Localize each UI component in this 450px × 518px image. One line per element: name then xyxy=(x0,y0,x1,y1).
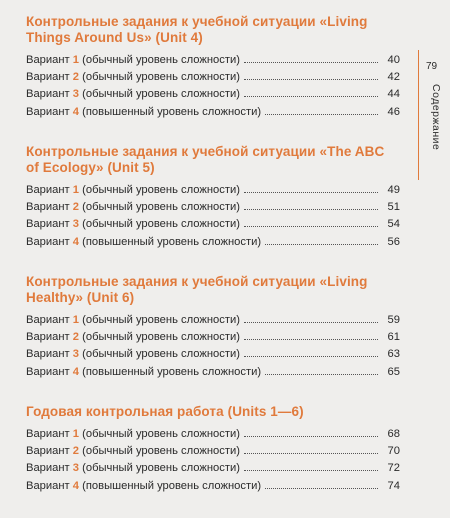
entry-level: (обычный уровень сложности) xyxy=(79,218,240,231)
variant-number: 4 xyxy=(72,235,80,248)
entry-level: (обычный уровень сложности) xyxy=(79,54,240,66)
page-ref: 74 xyxy=(387,479,400,492)
variant-number: 3 xyxy=(72,218,80,231)
entry-prefix: Вариант xyxy=(26,105,73,118)
section-title: Контрольные задания к учебной ситуации «The ABC of Ecology» (Unit 5) xyxy=(26,144,385,176)
dot-leader xyxy=(244,436,378,437)
toc-entry[interactable] xyxy=(26,478,400,494)
toc-section-unit-4 xyxy=(26,14,400,120)
side-margin xyxy=(412,0,450,491)
page-ref: 54 xyxy=(387,218,400,231)
page-ref: 44 xyxy=(387,88,400,101)
variant-number: 3 xyxy=(72,348,80,361)
entry-level: (обычный уровень сложности) xyxy=(79,71,240,84)
entry-prefix: Вариант xyxy=(26,235,73,248)
dot-leader xyxy=(244,322,378,323)
dot-leader xyxy=(265,244,378,245)
entry-prefix: Вариант xyxy=(26,54,73,66)
toc-entry[interactable] xyxy=(26,346,400,362)
variant-number: 1 xyxy=(72,54,80,66)
entry-prefix: Вариант xyxy=(26,479,73,492)
page-ref: 56 xyxy=(387,235,400,248)
entry-level: (повышенный уровень сложности) xyxy=(79,365,262,378)
dot-leader xyxy=(244,79,378,80)
toc-entry[interactable] xyxy=(26,312,400,328)
toc-entry[interactable] xyxy=(26,52,400,68)
margin-rule xyxy=(418,50,419,180)
variant-number: 2 xyxy=(72,71,80,84)
page-ref: 42 xyxy=(387,71,400,84)
variant-number: 1 xyxy=(72,184,80,197)
toc-entry[interactable] xyxy=(26,460,400,476)
toc-entry[interactable] xyxy=(26,443,400,459)
dot-leader xyxy=(265,114,378,115)
entry-level: (обычный уровень сложности) xyxy=(79,348,240,361)
variant-number: 3 xyxy=(72,462,80,475)
dot-leader xyxy=(244,209,378,210)
toc-entry[interactable] xyxy=(26,69,400,85)
entry-level: (повышенный уровень сложности) xyxy=(79,105,262,118)
page-ref: 49 xyxy=(387,184,400,197)
section-title: Контрольные задания к учебной ситуации «Living Healthy» (Unit 6) xyxy=(26,274,368,306)
dot-leader xyxy=(244,62,378,63)
page-number: 79 xyxy=(426,61,438,72)
entry-level: (повышенный уровень сложности) xyxy=(79,235,262,248)
variant-number: 4 xyxy=(72,479,80,492)
entry-level: (обычный уровень сложности) xyxy=(79,331,240,344)
toc-entry[interactable] xyxy=(26,182,400,198)
entry-level: (обычный уровень сложности) xyxy=(79,184,240,197)
entry-level: (обычный уровень сложности) xyxy=(79,201,240,214)
section-title: Годовая контрольная работа (Units 1—6) xyxy=(26,404,304,420)
entry-prefix: Вариант xyxy=(26,71,73,84)
dot-leader xyxy=(244,192,378,193)
dot-leader xyxy=(244,339,378,340)
section-title: Контрольные задания к учебной ситуации «Living Things Around Us» (Unit 4) xyxy=(26,14,368,45)
toc-entry[interactable] xyxy=(26,426,400,442)
entry-prefix: Вариант xyxy=(26,314,73,327)
variant-number: 1 xyxy=(72,428,80,441)
entry-level: (обычный уровень сложности) xyxy=(79,314,240,327)
entry-level: (обычный уровень сложности) xyxy=(79,428,240,441)
page-ref: 61 xyxy=(387,331,400,344)
dot-leader xyxy=(265,374,378,375)
entry-prefix: Вариант xyxy=(26,462,73,475)
page-ref: 70 xyxy=(387,445,400,458)
entry-prefix: Вариант xyxy=(26,331,73,344)
variant-number: 2 xyxy=(72,331,80,344)
variant-number: 3 xyxy=(72,88,80,101)
dot-leader xyxy=(244,453,378,454)
entry-prefix: Вариант xyxy=(26,218,73,231)
page-ref: 72 xyxy=(387,462,400,475)
page-ref: 63 xyxy=(387,348,400,361)
dot-leader xyxy=(244,96,378,97)
toc-entry[interactable] xyxy=(26,216,400,232)
toc-entry[interactable] xyxy=(26,364,400,380)
page-ref: 59 xyxy=(387,314,400,327)
dot-leader xyxy=(244,226,378,227)
dot-leader xyxy=(244,470,378,471)
toc-entry[interactable] xyxy=(26,104,400,120)
page-ref: 65 xyxy=(387,365,400,378)
page-ref: 40 xyxy=(387,54,400,66)
entry-prefix: Вариант xyxy=(26,365,73,378)
variant-number: 4 xyxy=(72,365,80,378)
toc-entry[interactable] xyxy=(26,86,400,102)
toc-entry[interactable] xyxy=(26,329,400,345)
entry-level: (обычный уровень сложности) xyxy=(79,445,240,458)
page-ref: 68 xyxy=(387,428,400,441)
entry-level: (повышенный уровень сложности) xyxy=(79,479,262,492)
dot-leader xyxy=(244,356,378,357)
variant-number: 2 xyxy=(72,445,80,458)
entry-prefix: Вариант xyxy=(26,348,73,361)
running-header: Содержание xyxy=(430,84,442,151)
variant-number: 1 xyxy=(72,314,80,327)
toc-entry[interactable] xyxy=(26,199,400,215)
toc-section-unit-6 xyxy=(26,274,400,380)
entry-prefix: Вариант xyxy=(26,184,73,197)
dot-leader xyxy=(265,488,378,489)
variant-number: 4 xyxy=(72,105,80,118)
variant-number: 2 xyxy=(72,201,80,214)
entry-level: (обычный уровень сложности) xyxy=(79,462,240,475)
page-ref: 51 xyxy=(387,201,400,214)
entry-prefix: Вариант xyxy=(26,201,73,214)
table-of-contents xyxy=(26,14,400,518)
page-ref: 46 xyxy=(387,105,400,118)
toc-section-annual-test xyxy=(26,404,400,494)
entry-prefix: Вариант xyxy=(26,445,73,458)
entry-prefix: Вариант xyxy=(26,428,73,441)
entry-level: (обычный уровень сложности) xyxy=(79,88,240,101)
entry-prefix: Вариант xyxy=(26,88,73,101)
toc-entry[interactable] xyxy=(26,234,400,250)
toc-section-unit-5 xyxy=(26,144,400,250)
